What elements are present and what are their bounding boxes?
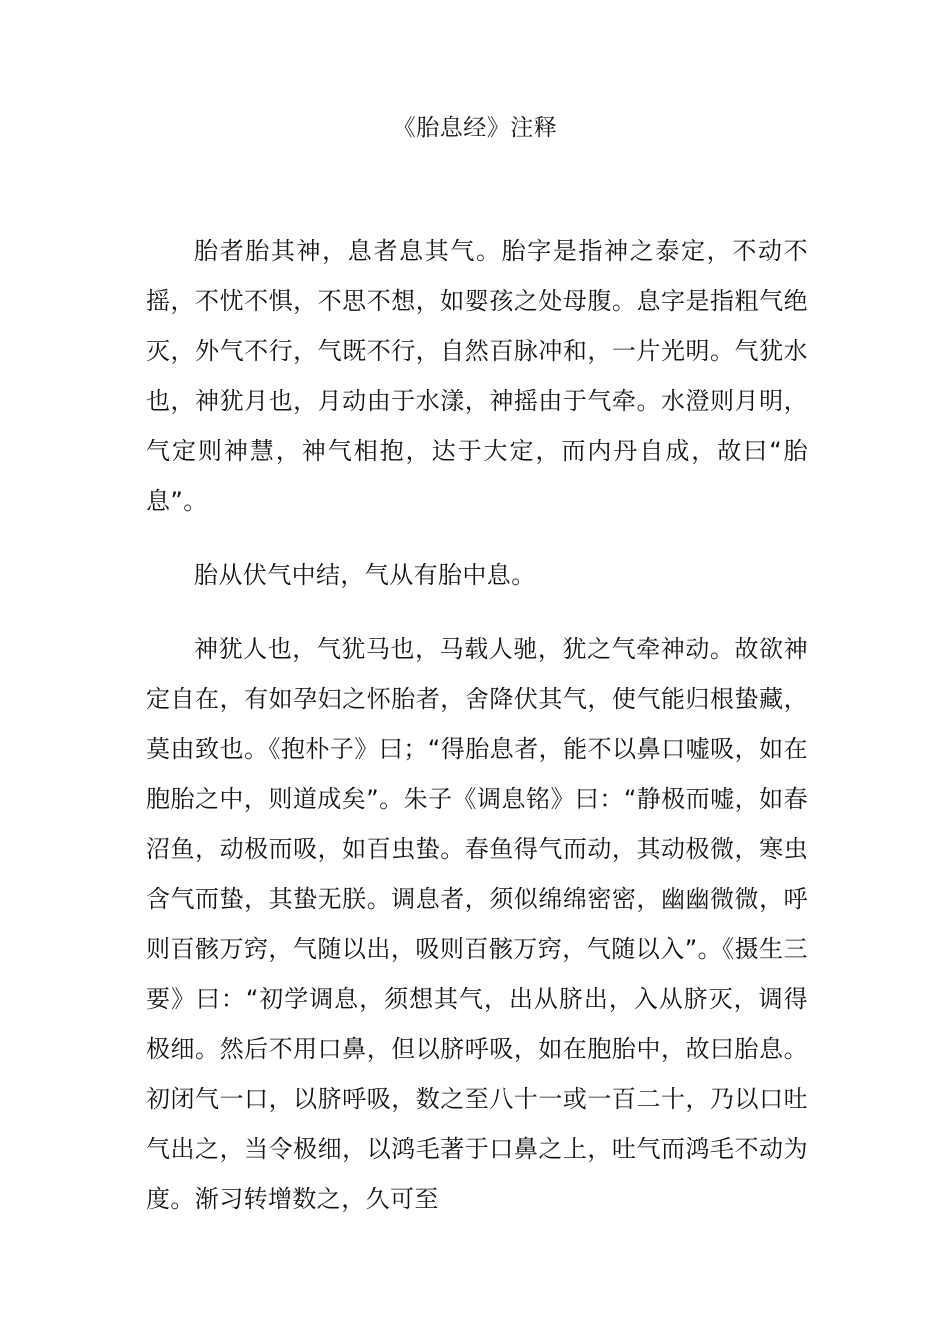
paragraph-2: 胎从伏气中结，气从有胎中息。 — [194, 561, 536, 589]
paragraph-1: 胎者胎其神，息者息其气。胎字是指神之泰定，不动不摇，不忧不惧，不思不想，如婴孩之处母腹。息字是指粗气绝灭，外气不行，气既不行，自然百脉冲和，一片光明。气犹水也，神犹月也，月动由于水漾，神摇由于气牵。水澄则月明，气定则神慧，神气相抱，达于大定，而内丹自成，故曰“胎息”。 — [146, 237, 808, 515]
document-body — [146, 226, 808, 1248]
document-title: 《胎息经》注释 — [392, 115, 558, 141]
paragraph-3: 神犹人也，气犹马也，马载人驰，犹之气牵神动。故欲神定自在，有如孕妇之怀胎者，舍降伏其气，使气能归根蛰藏，莫由致也。《抱朴子》曰；“得胎息者，能不以鼻口嘘吸，如在胞胎之中，则道成矣”。朱子《调息铭》曰：“静极而嘘，如春沼鱼，动极而吸，如百虫蛰。春鱼得气而动，其动极微，寒虫含气而蛰，其蛰无朕。调息者，须似绵绵密密，幽幽微微，呼则百骸万窍，气随以出，吸则百骸万窍，气随以入”。《摄生三要》曰：“初学调息，须想其气，出从脐出，入从脐灭，调得极细。然后不用口鼻，但以脐呼吸，如在胞胎中，故曰胎息。初闭气一口，以脐呼吸，数之至八十一或一百二十，乃以口吐气出之，当令极细，以鸿毛著于口鼻之上，吐气而鸿毛不动为度。渐习转增数之，久可至 — [146, 635, 808, 1213]
